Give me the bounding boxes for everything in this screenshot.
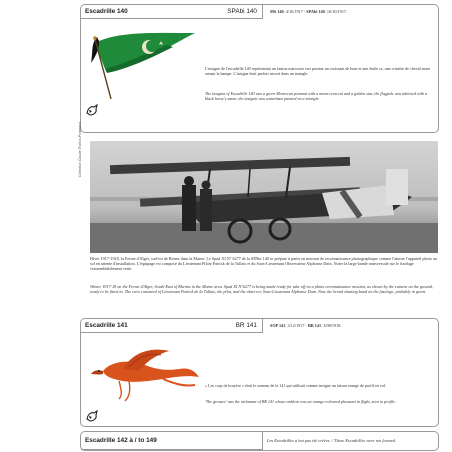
dates-value-2: : 16/10/1917.	[324, 9, 348, 14]
escadrille-140-card	[80, 4, 439, 133]
escadrille-140-description-en: The insignia of Escadrille 140 was a green Moroccan pennant with a moon crescent and a golden star, the flagpole was adorned with a black horse's mane, the insignia was sometimes painted on a triangle.	[205, 91, 427, 102]
escadrille-142-149-card	[80, 431, 439, 451]
escadrille-141-dates	[270, 323, 450, 328]
dates-value-2: : 3/08/1918.	[321, 323, 342, 328]
aircraft-photo	[90, 141, 438, 253]
dates-code-2: BR 141	[307, 323, 322, 328]
dates-value-1: : 4/10/1917 -	[283, 9, 307, 14]
escadrille-141-description-fr: « Les coqs de bruyère » était le surnom de la 141 qui utilisait comme insigne un faisan orange de profil en vol.	[205, 383, 387, 388]
escadrille-140-description-fr: L'insigne de l'escadrille 140 représentait un fanion marocain vert portant un croissant de lune et une étoile or, une crinière de cheval noire ornant la hampe. L'insigne était parfois inscrit dans un triangle.	[205, 66, 431, 77]
escadrille-141-type: BR 141	[235, 322, 257, 329]
photo-credit: Collection Claude Thollon-Pommerol	[78, 121, 82, 177]
escadrille-141-description-en: 'The grouses' was the nickname of BR 141 whose emblem was an orange-coloured pheasant in flight, seen in profile.	[205, 399, 396, 404]
escadrille-141-name: Escadrille 141	[85, 322, 128, 329]
escadrille-141-header	[81, 319, 263, 333]
escadrille-140-type: SPAbi 140	[227, 8, 257, 15]
escadrille-141-card	[80, 318, 439, 427]
photo-caption-en: Winter 1917-18 on the Ferme d'Alger, South-East of Rheims in the Marne area. Spad XI N°6277 is being made ready for take off on a photo reconnaissance mission, as shown by the camera on the ground, ready to be fitted in. The crew consisted of Lieutenant Patrick de la Tullais, the pilot, and the observer, Sous-Lieutenant Alphonse Dain. Note the broad slanting band on the fuselage, probably in green.	[90, 284, 433, 295]
escadrille-142-149-name: Escadrille 142 à / to 149	[85, 437, 157, 444]
pheasant-icon	[89, 341, 201, 403]
escadrille-140-name: Escadrille 140	[85, 8, 128, 15]
photo-caption-fr: Hiver 1917-1918, la Ferme d'Alger, sud-est de Reims dans la Marne. Le Spad XI N° 6277 de la SPAbi 140 se prépare à partir en mission de reconnaissance photographique comme l'atteste l'appareil photo au sol en attente d'installation. L'équipage est composé du Lieutenant Pilote Patrick de la Tullais et du Sous-Lieutenant Observateur Alphonse Dain. Noter la large bande transversale sur le fuselage vraisemblablement verte.	[90, 256, 437, 272]
escadrille-140-dates	[270, 9, 450, 14]
escadrille-142-149-note: Les Escadrilles n'ont pas été créées. / These Escadrilles were not formed.	[267, 438, 396, 443]
escadrille-142-149-header	[81, 432, 263, 450]
dates-code-1: SOP 141	[270, 323, 286, 328]
escadrille-140-header	[81, 5, 263, 19]
rooster-stamp-icon	[85, 103, 99, 117]
dates-code-2: SPAbi 140	[306, 9, 325, 14]
dates-value-1: : 3/12/1917 -	[285, 323, 308, 328]
rooster-stamp-icon	[85, 409, 99, 423]
dates-code-1: MS 140	[270, 9, 284, 14]
moroccan-pennant-icon	[87, 23, 197, 113]
